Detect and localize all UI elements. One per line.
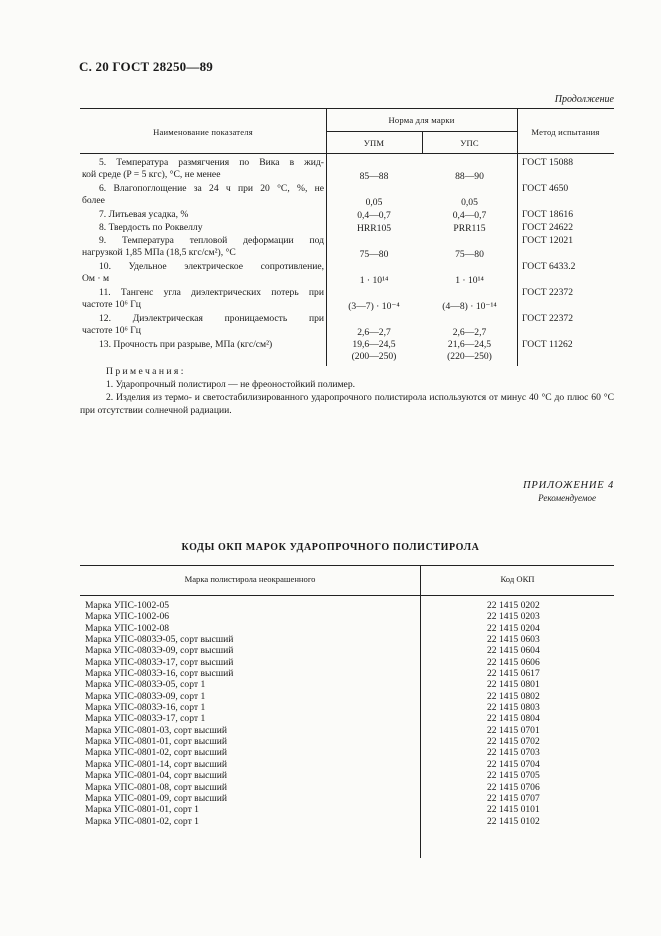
col-norm-header: Норма для марки bbox=[388, 115, 455, 125]
code-cell: 22 1415 0203 bbox=[487, 611, 540, 623]
table-row bbox=[80, 679, 614, 690]
table-row bbox=[80, 657, 614, 668]
table-row bbox=[80, 747, 614, 758]
appendix-title: ПРИЛОЖЕНИЕ 4 bbox=[523, 480, 614, 491]
grade-cell: Марка УПС-0801-01, сорт 1 bbox=[85, 804, 199, 816]
code-cell: 22 1415 0705 bbox=[487, 770, 540, 782]
continuation-label: Продолжение bbox=[554, 94, 614, 105]
table-row bbox=[80, 793, 614, 804]
code-cell: 22 1415 0803 bbox=[487, 702, 540, 714]
table-row bbox=[80, 261, 614, 287]
ups-value-line: 21,6—24,5 bbox=[447, 339, 492, 350]
upm-value: (3—7) · 10⁻⁴ bbox=[348, 301, 400, 312]
table-row bbox=[80, 816, 614, 827]
table-row bbox=[80, 623, 614, 634]
row-label-line: 7. Литьевая усадка, % bbox=[99, 209, 189, 220]
code-cell: 22 1415 0704 bbox=[487, 758, 540, 770]
row-label bbox=[80, 287, 324, 313]
upm-value: 0,05 bbox=[365, 197, 383, 208]
table-row bbox=[80, 209, 614, 222]
row-number: 11. bbox=[99, 287, 121, 298]
row-number: 8. bbox=[99, 222, 109, 233]
table-row bbox=[80, 634, 614, 645]
row-number: 9. bbox=[99, 235, 122, 246]
table-row bbox=[80, 313, 614, 339]
notes bbox=[80, 365, 614, 417]
code-cell: 22 1415 0802 bbox=[487, 690, 540, 702]
ups-value: 0,4—0,7 bbox=[452, 210, 487, 221]
code-cell: 22 1415 0701 bbox=[487, 724, 540, 736]
upm-value: 75—80 bbox=[359, 249, 389, 260]
row-label bbox=[80, 339, 324, 365]
upm-value: 0,4—0,7 bbox=[357, 210, 391, 221]
grade-cell: Марка УПС-0801-01, сорт высший bbox=[85, 736, 228, 748]
row-label-line: 10. Удельное электрическое сопротивление, bbox=[99, 261, 324, 272]
row-label-line: нагрузкой 1,85 МПа (18,5 кгс/см²), °С bbox=[82, 247, 236, 258]
code-cell: 22 1415 0804 bbox=[487, 713, 540, 725]
col-method-header: Метод испытания bbox=[531, 127, 600, 137]
table-row bbox=[80, 645, 614, 656]
table-row bbox=[80, 804, 614, 815]
okp-codes-table bbox=[80, 565, 614, 827]
row-label bbox=[80, 209, 324, 222]
note-item: 2. Изделия из термо- и светостабилизированного ударопрочного полистирола используются от минус 40 °С до плюс 60 °С при отсутствии солнечной радиации. bbox=[80, 392, 614, 416]
method-value: ГОСТ 24622 bbox=[522, 222, 573, 233]
row-number: 12. bbox=[99, 313, 133, 324]
table-row bbox=[80, 770, 614, 781]
table-row bbox=[80, 339, 614, 365]
col-ups-header: УПС bbox=[460, 138, 479, 148]
code-cell: 22 1415 0204 bbox=[487, 622, 540, 634]
col-name-header: Наименование показателя bbox=[153, 127, 253, 137]
grade-cell: Марка УПС-0801-02, сорт 1 bbox=[85, 815, 199, 827]
row-label-line: 11. Тангенс угла диэлектрических потерь при bbox=[99, 287, 324, 298]
grade-cell: Марка УПС-0801-04, сорт высший bbox=[85, 770, 228, 782]
grade-cell: Марка УПС-0801-14, сорт высший bbox=[85, 758, 228, 770]
row-label-line: 8. Твердость по Роквеллу bbox=[99, 222, 203, 233]
method-value: ГОСТ 12021 bbox=[522, 235, 573, 246]
code-cell: 22 1415 0606 bbox=[487, 656, 540, 668]
ups-value: (4—8) · 10⁻¹⁴ bbox=[442, 301, 497, 312]
note-item: 1. Ударопрочный полистирол — не фреоностойкий полимер. bbox=[106, 379, 356, 390]
ups-value-line: (220—250) bbox=[447, 351, 492, 362]
grade-cell: Марка УПС-0803Э-09, сорт 1 bbox=[85, 690, 206, 702]
upm-value bbox=[326, 339, 422, 363]
col-code-header: Код ОКП bbox=[500, 574, 535, 584]
ups-value: 75—80 bbox=[455, 249, 484, 260]
row-number: 10. bbox=[99, 261, 129, 272]
table-row bbox=[80, 287, 614, 313]
row-number: 13. bbox=[99, 339, 114, 350]
appendix-subtitle: Рекомендуемое bbox=[538, 493, 596, 503]
row-label bbox=[80, 261, 324, 287]
row-label bbox=[80, 235, 324, 261]
ups-value: 88—90 bbox=[455, 171, 484, 182]
row-label-line: 13. Прочность при разрыве, МПа (кгс/см²) bbox=[99, 339, 273, 350]
grade-cell: Марка УПС-0801-02, сорт высший bbox=[85, 747, 228, 759]
row-number: 6. bbox=[99, 183, 114, 194]
row-label-line: 12. Диэлектрическая проницаемость при bbox=[99, 313, 325, 324]
table-body bbox=[80, 596, 614, 827]
table-row bbox=[80, 222, 614, 235]
ups-value bbox=[422, 339, 517, 363]
code-cell: 22 1415 0707 bbox=[487, 792, 540, 804]
table-header bbox=[80, 108, 614, 154]
row-label-line: частоте 10⁶ Гц bbox=[82, 299, 141, 310]
ups-value: 0,05 bbox=[461, 197, 478, 208]
table-row bbox=[80, 713, 614, 724]
table-row bbox=[80, 611, 614, 622]
code-cell: 22 1415 0101 bbox=[487, 804, 540, 816]
grade-cell: Марка УПС-0803Э-17, сорт высший bbox=[85, 656, 234, 668]
ups-value: PRR115 bbox=[453, 223, 486, 234]
row-label-line: 6. Влагопоглощение за 24 ч при 20 °С, %, не bbox=[99, 183, 324, 194]
upm-value: HRR105 bbox=[356, 223, 392, 234]
grade-cell: Марка УПС-0803Э-16, сорт высший bbox=[85, 668, 234, 680]
method-value: ГОСТ 22372 bbox=[522, 287, 573, 298]
grade-cell: Марка УПС-0803Э-09, сорт высший bbox=[85, 645, 234, 657]
col-upm-header: УПМ bbox=[363, 138, 385, 148]
row-number: 5. bbox=[99, 157, 117, 168]
table-row bbox=[80, 725, 614, 736]
grade-cell: Марка УПС-0801-09, сорт высший bbox=[85, 792, 228, 804]
section-title: КОДЫ ОКП МАРОК УДАРОПРОЧНОГО ПОЛИСТИРОЛА bbox=[181, 542, 480, 553]
row-label bbox=[80, 222, 324, 235]
code-cell: 22 1415 0102 bbox=[487, 815, 540, 827]
upm-value-line: 19,6—24,5 bbox=[352, 339, 396, 350]
upm-value: 2,6—2,7 bbox=[357, 327, 391, 338]
row-label-line: Ом · м bbox=[82, 273, 110, 284]
code-cell: 22 1415 0801 bbox=[487, 679, 540, 691]
grade-cell: Марка УПС-0803Э-16, сорт 1 bbox=[85, 702, 206, 714]
table-body bbox=[80, 154, 614, 365]
code-cell: 22 1415 0604 bbox=[487, 645, 540, 657]
notes-title: Примечания: bbox=[106, 366, 186, 377]
properties-table bbox=[80, 108, 614, 365]
grade-cell: Марка УПС-1002-05 bbox=[85, 600, 170, 611]
code-cell: 22 1415 0617 bbox=[487, 668, 540, 680]
code-cell: 22 1415 0603 bbox=[487, 634, 540, 646]
row-label-line: кой среде (P = 5 кгс), °С, не менее bbox=[82, 169, 221, 180]
table-row bbox=[80, 183, 614, 209]
page-header: С. 20 ГОСТ 28250—89 bbox=[79, 59, 213, 74]
code-cell: 22 1415 0706 bbox=[487, 781, 540, 793]
col-grade-header: Марка полистирола неокрашенного bbox=[184, 574, 316, 584]
grade-cell: Марка УПС-0801-03, сорт высший bbox=[85, 724, 228, 736]
method-value: ГОСТ 15088 bbox=[522, 157, 573, 168]
table-row bbox=[80, 782, 614, 793]
table-row bbox=[80, 668, 614, 679]
row-label bbox=[80, 313, 324, 339]
row-label bbox=[80, 183, 324, 209]
method-value: ГОСТ 4650 bbox=[522, 183, 569, 194]
code-cell: 22 1415 0202 bbox=[487, 600, 540, 611]
grade-cell: Марка УПС-0801-08, сорт высший bbox=[85, 781, 228, 793]
upm-value-line: (200—250) bbox=[351, 351, 397, 362]
grade-cell: Марка УПС-0803Э-17, сорт 1 bbox=[85, 713, 206, 725]
row-label bbox=[80, 157, 324, 183]
row-label-line: 9. Температура тепловой деформации под bbox=[99, 235, 325, 246]
row-number: 7. bbox=[99, 209, 109, 220]
table-row bbox=[80, 691, 614, 702]
method-value: ГОСТ 18616 bbox=[522, 209, 573, 220]
code-cell: 22 1415 0702 bbox=[487, 736, 540, 748]
table-row bbox=[80, 702, 614, 713]
row-label-line: более bbox=[82, 195, 105, 206]
code-cell: 22 1415 0703 bbox=[487, 747, 540, 759]
table-row bbox=[80, 600, 614, 611]
upm-value: 85—88 bbox=[359, 171, 389, 182]
grade-cell: Марка УПС-1002-06 bbox=[85, 611, 170, 623]
grade-cell: Марка УПС-1002-08 bbox=[85, 622, 170, 634]
upm-value: 1 · 10¹⁴ bbox=[359, 275, 389, 286]
method-value: ГОСТ 11262 bbox=[522, 339, 573, 350]
row-label-line: 5. Температура размягчения по Вика в жид- bbox=[99, 157, 325, 168]
method-value: ГОСТ 6433.2 bbox=[522, 261, 576, 272]
grade-cell: Марка УПС-0803Э-05, сорт высший bbox=[85, 634, 234, 646]
table-row bbox=[80, 736, 614, 747]
table-row bbox=[80, 235, 614, 261]
table-row bbox=[80, 157, 614, 183]
table-header bbox=[80, 565, 614, 596]
table-row bbox=[80, 759, 614, 770]
ups-value: 1 · 10¹⁴ bbox=[455, 275, 484, 286]
grade-cell: Марка УПС-0803Э-05, сорт 1 bbox=[85, 679, 206, 691]
ups-value: 2,6—2,7 bbox=[452, 327, 487, 338]
row-label-line: частоте 10⁶ Гц bbox=[82, 325, 141, 336]
method-value: ГОСТ 22372 bbox=[522, 313, 573, 324]
